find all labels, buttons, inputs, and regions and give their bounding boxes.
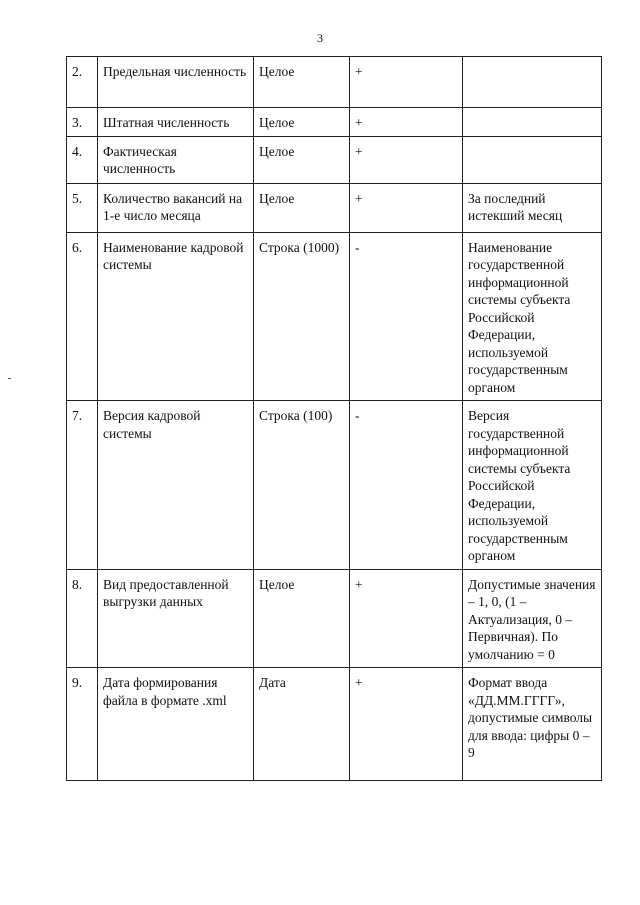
field-name: Предельная численность bbox=[98, 57, 254, 108]
field-note: Формат ввода «ДД.ММ.ГГГГ», допустимые символы для ввода: цифры 0 – 9 bbox=[463, 668, 602, 781]
scan-mark bbox=[8, 378, 11, 379]
field-note bbox=[463, 136, 602, 183]
field-name: Наименование кадровой системы bbox=[98, 232, 254, 401]
table-row bbox=[67, 232, 602, 401]
field-required: + bbox=[350, 668, 463, 781]
row-number: 5. bbox=[67, 183, 98, 232]
row-number: 8. bbox=[67, 569, 98, 668]
row-number: 4. bbox=[67, 136, 98, 183]
field-type: Целое bbox=[254, 136, 350, 183]
row-number: 2. bbox=[67, 57, 98, 108]
field-note: За последний истекший месяц bbox=[463, 183, 602, 232]
field-required: + bbox=[350, 108, 463, 137]
field-name: Дата формирования файла в формате .xml bbox=[98, 668, 254, 781]
field-type: Целое bbox=[254, 57, 350, 108]
field-required: + bbox=[350, 569, 463, 668]
field-name: Фактическая численность bbox=[98, 136, 254, 183]
field-name: Штатная численность bbox=[98, 108, 254, 137]
field-name: Количество вакансий на 1-е число месяца bbox=[98, 183, 254, 232]
field-required: + bbox=[350, 57, 463, 108]
row-number: 6. bbox=[67, 232, 98, 401]
field-type: Строка (100) bbox=[254, 401, 350, 570]
table-row bbox=[67, 183, 602, 232]
field-required: - bbox=[350, 401, 463, 570]
page-number: 3 bbox=[317, 31, 323, 45]
row-number: 3. bbox=[67, 108, 98, 137]
table-row bbox=[67, 108, 602, 137]
field-type: Целое bbox=[254, 183, 350, 232]
table-row bbox=[67, 57, 602, 108]
field-required: + bbox=[350, 136, 463, 183]
field-type: Целое bbox=[254, 108, 350, 137]
field-note bbox=[463, 108, 602, 137]
row-number: 9. bbox=[67, 668, 98, 781]
field-name: Вид предоставленной выгрузки данных bbox=[98, 569, 254, 668]
row-number: 7. bbox=[67, 401, 98, 570]
table-row bbox=[67, 668, 602, 781]
field-type: Целое bbox=[254, 569, 350, 668]
field-note bbox=[463, 57, 602, 108]
field-type: Дата bbox=[254, 668, 350, 781]
field-note: Версия государственной информационной системы субъекта Российской Федерации, используемой государственным органом bbox=[463, 401, 602, 570]
field-note: Допустимые значения – 1, 0, (1 – Актуализация, 0 – Первичная). По умолчанию = 0 bbox=[463, 569, 602, 668]
field-required: - bbox=[350, 232, 463, 401]
fields-table bbox=[66, 56, 602, 781]
field-note: Наименование государственной информационной системы субъекта Российской Федерации, используемой государственным органом bbox=[463, 232, 602, 401]
table-row bbox=[67, 401, 602, 570]
table-row bbox=[67, 569, 602, 668]
field-required: + bbox=[350, 183, 463, 232]
field-name: Версия кадровой системы bbox=[98, 401, 254, 570]
field-type: Строка (1000) bbox=[254, 232, 350, 401]
table-row bbox=[67, 136, 602, 183]
